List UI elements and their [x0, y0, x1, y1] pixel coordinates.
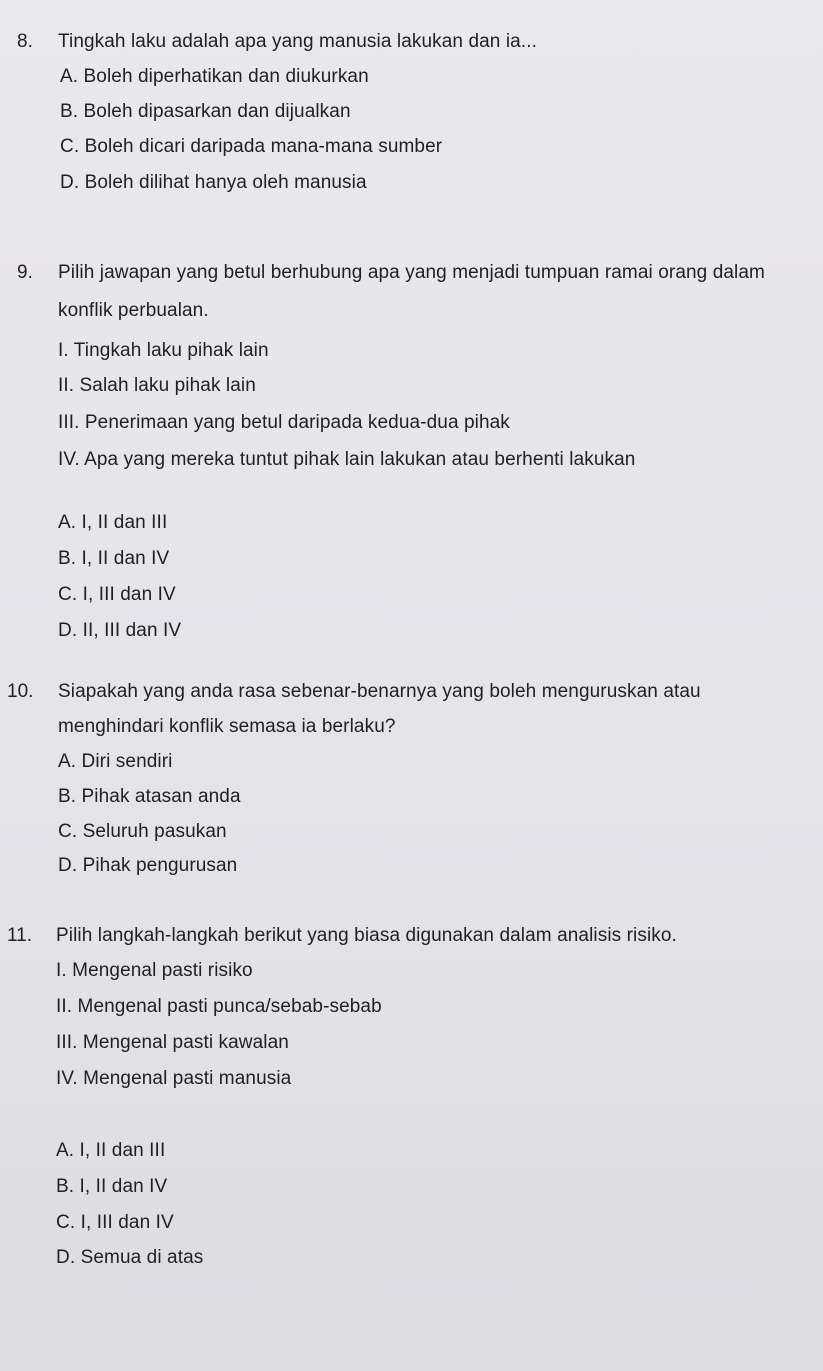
option-c: C. I, III dan IV: [56, 1212, 174, 1233]
question-number: 8.: [17, 31, 33, 52]
question-number: 11.: [7, 925, 33, 946]
option-b: B. I, II dan IV: [56, 1176, 168, 1197]
statement-iv: IV. Apa yang mereka tuntut pihak lain lakukan atau berhenti lakukan: [58, 449, 636, 470]
option-a: A. Diri sendiri: [58, 751, 173, 772]
option-c: C. Boleh dicari daripada mana-mana sumber: [60, 136, 443, 157]
option-d: D. Semua di atas: [56, 1247, 204, 1268]
option-a: A. I, II dan III: [58, 512, 168, 533]
option-c: C. Seluruh pasukan: [58, 821, 227, 842]
question-stem-line-1: Siapakah yang anda rasa sebenar-benarnya yang boleh menguruskan atau: [58, 681, 701, 702]
statement-ii: II. Mengenal pasti punca/sebab-sebab: [56, 996, 382, 1017]
option-a: A. I, II dan III: [56, 1140, 166, 1161]
option-b: B. I, II dan IV: [58, 548, 170, 569]
statement-iii: III. Mengenal pasti kawalan: [56, 1032, 289, 1053]
question-stem: Pilih langkah-langkah berikut yang biasa digunakan dalam analisis risiko.: [56, 925, 677, 946]
option-d: D. II, III dan IV: [58, 620, 182, 641]
question-stem-line-2: konflik perbualan.: [58, 300, 209, 321]
statement-ii: II. Salah laku pihak lain: [58, 375, 256, 396]
statement-iii: III. Penerimaan yang betul daripada kedua-dua pihak: [58, 412, 510, 433]
question-number: 9.: [17, 262, 33, 283]
option-b: B. Boleh dipasarkan dan dijualkan: [60, 101, 351, 122]
statement-iv: IV. Mengenal pasti manusia: [56, 1068, 292, 1089]
question-number: 10.: [7, 681, 34, 702]
question-stem-line-2: menghindari konflik semasa ia berlaku?: [58, 716, 396, 737]
option-c: C. I, III dan IV: [58, 584, 176, 605]
option-d: D. Pihak pengurusan: [58, 855, 238, 876]
statement-i: I. Tingkah laku pihak lain: [58, 340, 269, 361]
option-d: D. Boleh dilihat hanya oleh manusia: [60, 172, 367, 193]
question-stem: Tingkah laku adalah apa yang manusia lakukan dan ia...: [58, 31, 537, 52]
option-a: A. Boleh diperhatikan dan diukurkan: [60, 66, 369, 87]
option-b: B. Pihak atasan anda: [58, 786, 241, 807]
statement-i: I. Mengenal pasti risiko: [56, 960, 253, 981]
question-stem-line-1: Pilih jawapan yang betul berhubung apa yang menjadi tumpuan ramai orang dalam: [58, 262, 765, 283]
